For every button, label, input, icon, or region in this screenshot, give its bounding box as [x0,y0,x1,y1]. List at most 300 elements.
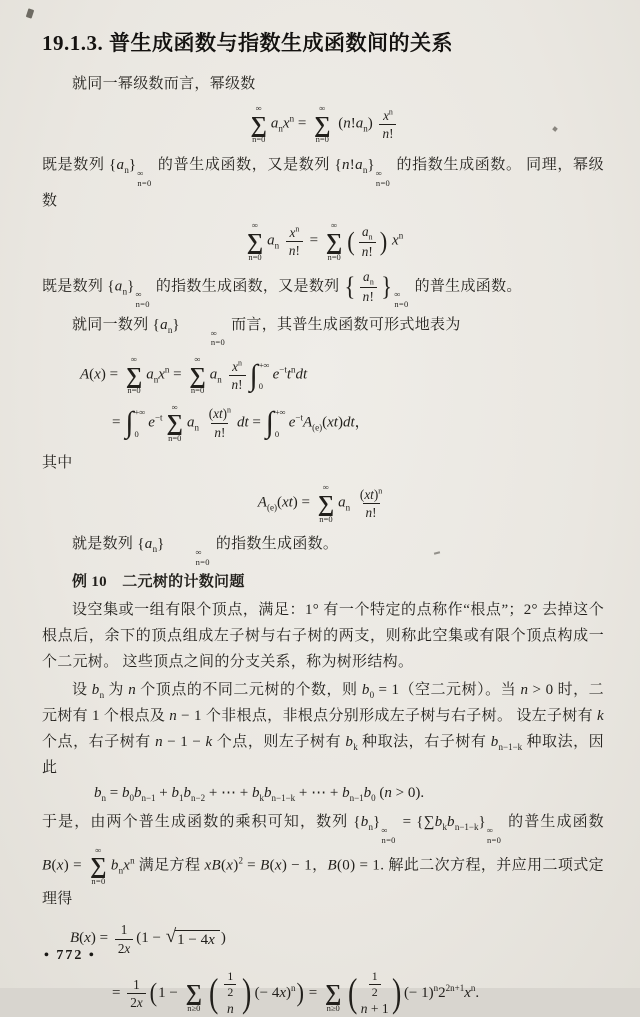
big-paren: ) [379,226,388,256]
upper-limit: ∞ [137,167,144,178]
math-var: x [232,358,238,374]
paragraph-egf-ogf [42,269,604,310]
math-var: A [302,414,313,431]
superscript: 2n+1 [445,982,465,993]
math-var: a [144,535,153,552]
subscript: n [274,241,280,252]
text-run: ( [89,366,95,383]
superscript: n [291,982,296,993]
sigma-icon: ∑ [125,362,143,388]
text-run: ( [375,785,385,802]
text-run: ( [220,857,227,874]
text-run: 2 [227,985,234,1000]
text-run: + ⋯ + [295,785,343,802]
text-run: 的指数生成函数。 同理，幂级数 [42,156,604,210]
math-var: e [148,414,155,431]
math-var: xt [327,414,338,431]
denominator [359,242,376,259]
subscript: 0 [369,690,375,701]
binom-stack [220,970,240,1017]
right-paren: ) [391,970,401,1016]
subscript: n−1−k [454,822,479,833]
lower-limit: n=0 [137,177,152,188]
lower-limit: n=0 [135,298,150,309]
fraction [286,225,303,258]
formula-Bx-closed-form [42,922,604,955]
text-run: ! [349,156,356,173]
paragraph-sequence-intro [42,312,604,349]
fraction [127,977,145,1010]
numerator [206,406,234,422]
text-run: (− 1) [403,984,434,1001]
text-run: 2 [117,940,125,956]
text-run: = [106,785,122,802]
math-var: b [363,785,372,802]
numerator [287,225,303,241]
lower-limit: n=0 [210,337,226,348]
math-var: a [116,156,125,173]
fraction [224,970,236,1000]
text-run: ! [369,289,375,305]
lower-limit: n=0 [248,251,262,262]
math-var: k [597,708,604,725]
fraction [369,970,381,1000]
subscript: n [369,277,374,287]
subscript: n [345,503,351,514]
subscript: n−1 [141,793,156,804]
math-var: a [160,316,168,333]
fraction [229,359,246,392]
sum-operator [247,221,263,262]
text-run: ) = [90,930,112,947]
text-run: } [157,535,165,552]
text-run: = [169,366,186,383]
binomial-coefficient [346,970,403,1017]
text-run: ! [238,377,243,393]
binom-top [366,970,384,1000]
text-run [350,495,354,511]
integral-limits [275,408,286,438]
text-run: 其中 [42,455,73,472]
binom-bottom [361,1002,389,1017]
radical [165,925,220,949]
subscript: n [152,543,158,554]
math-var: xB [204,857,221,874]
lower-limit: n=0 [394,298,409,309]
text-run: } [128,156,137,173]
fraction [359,224,376,260]
math-var: b [91,682,100,699]
upper-limit: +∞ [258,359,270,370]
math-var: b [183,785,192,802]
math-var: b [94,785,102,802]
subscript: n [362,164,368,175]
text-run: ! [220,424,226,440]
formula-binomial-expansion [42,970,604,1017]
lower-limit: n=0 [381,835,396,846]
math-var: x [56,857,64,874]
superscript: n [291,364,296,375]
text-run: 1 [227,968,234,983]
math-var: b [121,785,130,802]
upper-limit: ∞ [394,289,401,300]
big-paren: { [344,271,356,301]
fraction [115,922,133,955]
superscript: n [164,364,170,375]
sigma-icon: ∑ [314,111,331,137]
text-run: = [112,414,125,431]
math-var: b [361,682,370,699]
text-run: 就是数列 { [72,535,145,552]
text-run: 1 − 4 [177,931,209,948]
paragraph-egf-note [42,531,604,568]
math-var: n [128,682,136,699]
text-run: ! [389,126,394,142]
limits-stack [394,290,408,310]
math-var: x [158,366,165,383]
lower-limit: 0 [134,428,139,439]
subscript: n [194,422,199,433]
text-run: − 1 个非根点，非根点分别形成左子树与右子树。 设左子树有 [177,708,598,725]
sigma-icon: ∑ [250,111,267,137]
superscript: −t [295,412,303,423]
text-run: 1 [371,968,378,983]
text-run [279,233,283,249]
numerator [118,922,131,938]
denominator [224,984,236,1000]
subscript: (e) [266,503,277,514]
math-var: n [155,734,163,751]
text-run: } [373,814,381,831]
text-run: ) [373,486,379,502]
subscript: n [363,124,368,134]
integral-icon: ∫ [125,406,134,440]
upper-limit: ∞ [195,546,202,557]
math-var: n [362,289,370,305]
subscript: n [99,690,105,701]
math-var: n [382,126,390,142]
numerator [357,487,385,503]
paragraph-generating-function-product [42,809,604,912]
math-var: b [434,814,443,831]
subscript: n [368,232,373,242]
text-run: ) − 1， [281,857,328,874]
upper-limit: ∞ [487,825,494,836]
paragraph-binary-tree-definition [42,597,604,675]
radical-icon: √ [165,925,177,947]
left-paren: ( [209,970,219,1016]
upper-limit: ∞ [135,289,142,300]
upper-limit: +∞ [274,407,286,418]
math-var: A [80,366,90,383]
limits-stack [376,169,390,189]
limits-stack [136,290,150,310]
denominator [115,939,133,956]
lower-limit: n=0 [91,876,106,887]
lower-limit: n=0 [315,134,329,145]
binomial-coefficient [207,970,254,1017]
lower-limit: n=0 [327,251,341,262]
sigma-icon: ∑ [189,362,206,388]
text-run: ) [220,930,226,947]
denominator [127,993,145,1010]
bold-text: 例 10 二元树的计数问题 [72,574,245,591]
paragraph-intro [42,71,604,97]
subscript: n−1 [349,793,364,804]
text-run: = [305,984,321,1001]
subscript: 1 [179,793,184,804]
numerator [130,977,143,993]
denominator [369,984,381,1000]
text-run: ， [354,414,370,431]
integral-icon: ∫ [265,406,274,440]
math-var: x [282,116,290,132]
superscript: −t [279,364,287,375]
integral-icon: ∫ [249,358,258,392]
text-run: 种取法，右子树有 [357,734,491,751]
text-run: ) = [292,495,314,512]
text-run: (0) = 1. 解此二次方程，并应用二项式定理得 [42,857,604,908]
subscript: k [442,822,448,833]
sum-operator [314,104,330,145]
numerator [380,108,396,124]
denominator [360,287,378,304]
formula-Ae-definition [42,483,604,524]
limits-stack [137,169,151,189]
text-run: = [305,233,322,250]
text-run: = 1（空二元树）。当 [374,682,521,699]
math-var: x [226,857,234,874]
text-run: ) = [63,857,87,874]
superscript: n [388,107,393,117]
text-run: ( [276,495,282,512]
upper-limit: ∞ [319,103,326,114]
math-var: a [114,278,123,295]
text-run: 满足方程 [134,857,205,874]
text-run: ) = [100,366,122,383]
sigma-icon: ∑ [90,853,107,879]
text-run: + 1 [367,1001,389,1017]
sigma-icon: ∑ [317,490,335,516]
text-run: ) [286,984,292,1001]
denominator [211,423,228,440]
upper-limit: ∞ [322,482,329,493]
upper-limit: ∞ [130,354,138,365]
math-var: dt [295,366,308,383]
math-var: a [355,156,363,173]
integral-operator [249,358,272,392]
text-run [222,367,226,383]
math-var: n [341,156,350,173]
text-run: 1 [120,922,128,938]
upper-limit: ∞ [194,354,201,365]
left-paren: ( [348,970,358,1016]
upper-limit: ∞ [255,103,262,114]
scan-speck-icon [26,8,34,18]
text-run: } [127,278,135,295]
numerator [224,970,236,985]
math-var: xt [213,406,223,422]
sigma-icon: ∑ [325,980,342,1006]
text-run: 于是，由两个普生成函数的乘积可知，数列 { [42,814,361,831]
text-run: ) [367,116,377,132]
text-run [199,414,203,430]
math-var: x [383,107,389,123]
math-var: x [392,233,399,250]
math-var: xt [364,486,374,502]
sigma-icon: ∑ [166,410,183,436]
superscript: 2 [238,855,244,866]
text-run: 的普生成函数。 [410,278,522,295]
math-var: n [343,116,351,132]
lower-limit: n=0 [375,177,391,188]
denominator [379,124,396,141]
lower-limit: n=0 [195,556,210,567]
math-var: b [133,785,142,802]
math-var: b [447,814,455,831]
math-var: n [231,377,239,393]
math-var: x [94,366,101,383]
text-run: = [294,116,311,132]
math-var: a [186,414,195,431]
superscript: n [470,982,476,993]
text-run: = [243,857,261,874]
text-run: 而言，其普生成函数可形式地表为 [227,316,461,333]
superscript: n [289,114,295,124]
text-run: 1 − [158,984,182,1001]
text-run: ) [233,857,239,874]
math-var: xt [281,495,293,512]
text-run: ! [350,116,356,132]
denominator [363,503,380,520]
text-run: 个点，则左子树有 [212,734,346,751]
text-run: } [367,156,375,173]
subscript: n [101,793,106,804]
text-run: 设空集或一组有限个顶点，满足：1° 有一个特定的点称作“根点”；2° 去掉这个根点后，余下的顶点组成左子树与右子树的两支，则称此空集或有限个顶点构成一个二元树。 这些顶点之间的分支关系，称为树形结构。 [42,602,604,671]
text-run: } [478,814,486,831]
math-var: B [42,857,52,874]
math-var: dt [342,414,355,431]
section-title: 19.1.3. 普生成函数与指数生成函数间的关系 [42,31,453,55]
math-var: B [327,857,337,874]
radicand [175,930,220,949]
text-run: 的指数生成函数，又是数列 [151,278,344,295]
integral-operator [125,408,147,438]
text-run: ( [208,406,214,422]
math-var: b [342,785,350,802]
text-run: 就同一数列 { [72,316,161,333]
sum-operator [326,221,342,262]
subscript: 0 [371,793,376,804]
text-run: ! [368,244,373,260]
subscript: n−2 [191,793,206,804]
math-var: x [279,984,287,1001]
math-var: B [70,930,80,947]
paragraph-where [42,450,604,476]
upper-limit: ∞ [375,167,383,178]
sigma-icon: ∑ [246,228,264,254]
lower-limit: n=0 [127,385,141,396]
limits-stack [166,548,210,568]
math-var: x [136,994,143,1010]
sum-operator [251,104,267,145]
lower-limit: n=0 [252,134,266,145]
upper-limit: ∞ [210,327,218,338]
binom-top [221,970,239,1000]
superscript: n [433,982,439,993]
text-run: 1 [133,976,140,992]
superscript: n [227,405,231,415]
formula-A-expansion-line2 [42,403,604,444]
math-var: n [169,708,178,725]
formula-power-series-1 [42,104,604,145]
math-var: x [289,224,296,240]
text-run: 2 [130,994,137,1010]
lower-limit: n≥0 [326,1003,340,1014]
math-var: b [171,785,180,802]
subscript: n−1−k [498,742,523,753]
math-var: n [214,424,221,440]
text-run: = [112,984,125,1001]
text-run: ( [322,414,328,431]
formula-power-series-2 [42,221,604,262]
text-run: 2 [371,985,378,1000]
lower-limit: n=0 [319,513,333,524]
superscript: −t [154,412,163,423]
math-var: a [362,268,370,284]
math-var: a [362,223,369,239]
subscript: n [217,374,222,385]
upper-limit: +∞ [134,407,146,418]
text-run: + [155,785,172,802]
text-run: 既是数列 { [42,156,117,173]
text-run: (− 4 [254,984,280,1001]
fraction [357,487,385,520]
subscript: k [353,742,358,753]
formula-A-expansion-line1 [42,355,604,396]
math-var: b [360,814,369,831]
text-run: ! [295,243,300,259]
text-run: ) [222,406,228,422]
math-var: a [209,366,218,383]
subscript: n [118,865,124,876]
math-var: a [146,366,154,383]
math-var: n [361,244,369,260]
text-run: 个点，右子树有 [42,734,156,751]
math-var: x [84,930,91,947]
math-var: k [205,734,213,751]
lower-limit: 0 [258,381,263,392]
math-var: e [288,414,296,431]
text-run: ) [337,414,343,431]
big-paren: ( [347,226,355,256]
superscript: n [130,855,135,866]
math-var: n [288,243,296,259]
math-var: n [226,1001,234,1017]
math-var: a [355,116,364,132]
math-var: n [384,785,392,802]
upper-limit: ∞ [381,825,388,836]
subscript: n [368,822,374,833]
sigma-icon: ∑ [185,980,203,1006]
text-run: ( [359,486,365,502]
integral-limits [134,408,145,438]
numerator [359,224,376,243]
denominator [286,241,303,258]
fraction [379,108,396,141]
numerator [369,970,381,985]
text-run: 设 [72,682,92,699]
